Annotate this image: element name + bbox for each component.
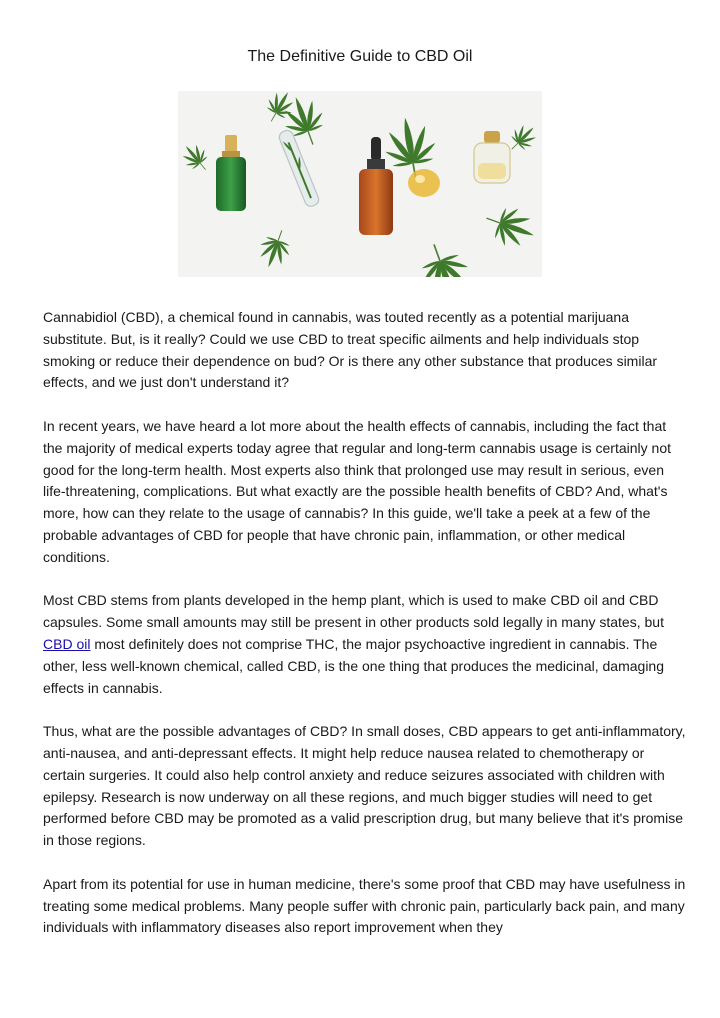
paragraph-3-after: most definitely does not comprise THC, the major psychoactive ingredient in cannabis. The other, less well-known chemical, called CBD, is the one thing that produces the medicinal, damaging effects in cannabis.	[43, 635, 664, 696]
document-title: The Definitive Guide to CBD Oil	[247, 48, 473, 65]
paragraph-3	[43, 590, 688, 699]
cbd-oil-link[interactable]: CBD oil	[43, 635, 91, 652]
hero-image	[178, 91, 542, 277]
paragraph-1: Cannabidiol (CBD), a chemical found in cannabis, was touted recently as a potential marijuana substitute. But, is it really? Could we use CBD to treat specific ailments and help individuals stop smoking or reduce their dependence on bud? Or is there any other substance that produces similar effects, and we just don't understand it?	[43, 309, 658, 391]
paragraph-3-before: Most CBD stems from plants developed in the hemp plant, which is used to make CBD oil and CBD capsules. Some small amounts may still be present in other products sold legally in many states, but	[43, 592, 664, 631]
paragraph-5: Apart from its potential for use in human medicine, there's some proof that CBD may have usefulness in treating some medical problems. Many people suffer with chronic pain, particularly back pain, and many individuals with inflammatory diseases also report improvement when they	[43, 875, 686, 936]
cbd-bottles-and-hemp-leaves-photo-icon	[178, 91, 542, 277]
paragraph-4: Thus, what are the possible advantages of CBD? In small doses, CBD appears to get anti-inflammatory, anti-nausea, and anti-depressant effects. It might help reduce nausea related to chemotherapy or certain surgeries. It could also help control anxiety and reduce seizures associated with children with epilepsy. Research is now underway on all these regions, and much bigger studies will need to get performed before CBD may be promoted as a valid prescription drug, but many believe that it's promise in those regions.	[43, 723, 686, 849]
paragraph-2: In recent years, we have heard a lot more about the health effects of cannabis, including the fact that the majority of medical experts today agree that regular and long-term cannabis usage is certainly not good for the long-term health. Most experts also think that prolonged use may result in serious, even life-threatening, complications. But what exactly are the possible health benefits of CBD? And, what's more, how can they relate to the usage of cannabis? In this guide, we'll take a peek at a few of the probable advantages of CBD for people that have chronic pain, inflammation, or other medical conditions.	[43, 417, 672, 565]
article-body	[43, 307, 688, 961]
